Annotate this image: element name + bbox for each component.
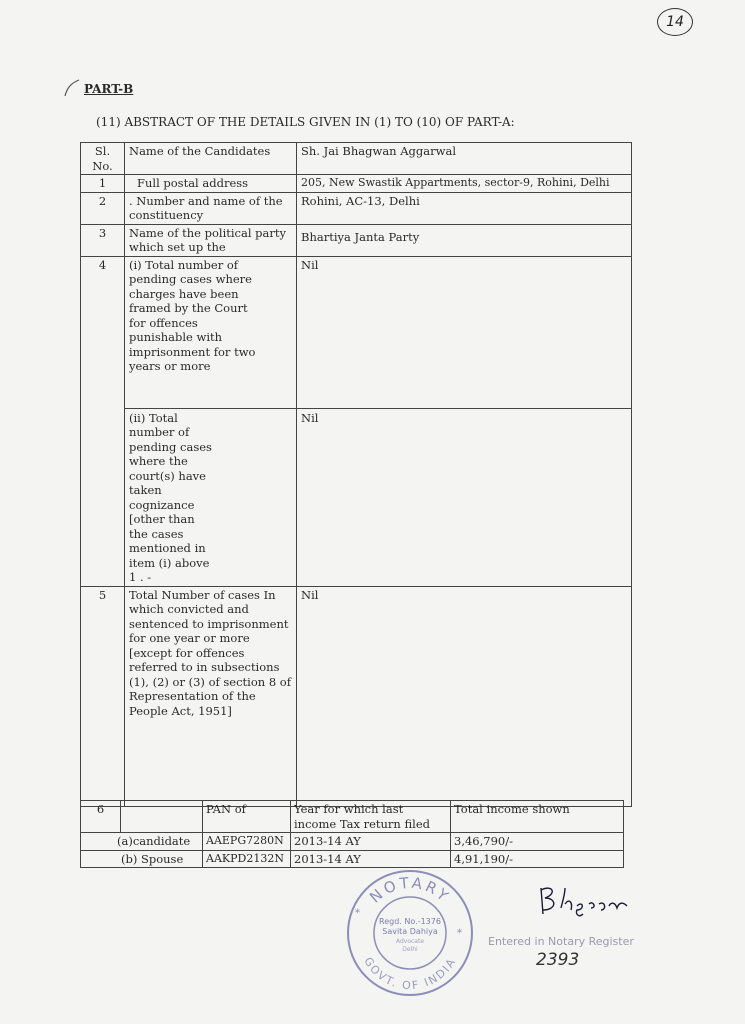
sl-header: Sl. No.	[81, 143, 125, 175]
stamp-line4: Delhi	[402, 946, 418, 953]
register-note: Entered in Notary Register	[488, 935, 634, 948]
row-label: Total Number of cases In which convicted and sentenced to imprisonment for one year or more [except for offences referred to in subsections (1), (2) or (3) of section 8 of Representation of the People Act, 1951]	[125, 586, 297, 806]
row-label: (ii) Total number of pending cases where the court(s) have taken cognizance [other than the cases mentioned in item (i) above 1 . -	[125, 408, 297, 586]
row-sl: 2	[81, 192, 125, 224]
register-number: 2393	[536, 950, 580, 970]
star-icon: *	[457, 928, 462, 939]
income-who: (b) Spouse	[81, 850, 203, 868]
notary-stamp	[345, 868, 475, 998]
row-sl: 1	[81, 175, 125, 193]
abstract-table	[80, 142, 632, 807]
section-heading: (11) ABSTRACT OF THE DETAILS GIVEN IN (1) TO (10) OF PART-A:	[96, 115, 515, 129]
row-sl: 5	[81, 586, 125, 806]
income-sl: 6	[81, 801, 121, 833]
svg-text:GOVT. OF INDIA	[361, 955, 458, 992]
table-row	[81, 224, 632, 256]
table-header-row	[81, 143, 632, 175]
row-value: Bhartiya Janta Party	[297, 224, 632, 256]
candidates-header: Name of the Candidates	[125, 143, 297, 175]
income-table	[80, 800, 624, 868]
table-row	[81, 850, 624, 868]
income-blank	[121, 801, 203, 833]
table-row	[81, 408, 632, 586]
income-year: 2013-14 AY	[291, 850, 451, 868]
stamp-line1: Regd. No.-1376	[379, 917, 441, 926]
table-row	[81, 256, 632, 408]
year-header: Year for which last income Tax return filed	[291, 801, 451, 833]
income-header-row	[81, 801, 624, 833]
table-row	[81, 192, 632, 224]
income-year: 2013-14 AY	[291, 833, 451, 851]
stamp-line3: Advocate	[395, 938, 425, 945]
pen-mark-icon	[63, 78, 81, 98]
table-row	[81, 586, 632, 806]
stamp-bottom-text: GOVT. OF INDIA	[361, 955, 459, 993]
row-value: Rohini, AC-13, Delhi	[297, 192, 632, 224]
row-sl	[81, 408, 125, 586]
candidate-name: Sh. Jai Bhagwan Aggarwal	[297, 143, 632, 175]
income-who: (a)candidate	[81, 833, 203, 851]
income-total: 3,46,790/-	[451, 833, 624, 851]
income-pan: AAKPD2132N	[203, 850, 291, 868]
signature	[535, 880, 635, 920]
row-label: (i) Total number of pending cases where charges have been framed by the Court for offences punishable with imprisonment for two years or more	[125, 256, 297, 408]
stamp-line2: Savita Dahiya	[382, 927, 438, 936]
row-value: Nil	[297, 256, 632, 408]
part-title: PART-B	[84, 82, 134, 96]
page-number: 14	[657, 8, 693, 36]
total-header: Total income shown	[451, 801, 624, 833]
row-sl: 4	[81, 256, 125, 408]
stamp-top-text: NOTARY	[366, 873, 454, 907]
income-pan: AAEPG7280N	[203, 833, 291, 851]
row-label: Name of the political party which set up the	[125, 224, 297, 256]
table-row	[81, 833, 624, 851]
row-value: Nil	[297, 408, 632, 586]
row-sl: 3	[81, 224, 125, 256]
star-icon: *	[355, 908, 360, 919]
income-total: 4,91,190/-	[451, 850, 624, 868]
row-label: . Number and name of the constituency	[125, 192, 297, 224]
table-row	[81, 175, 632, 193]
pan-header: PAN of	[203, 801, 291, 833]
row-value: 205, New Swastik Appartments, sector-9, Rohini, Delhi	[297, 175, 632, 193]
row-value: Nil	[297, 586, 632, 806]
row-label: Full postal address	[125, 175, 297, 193]
